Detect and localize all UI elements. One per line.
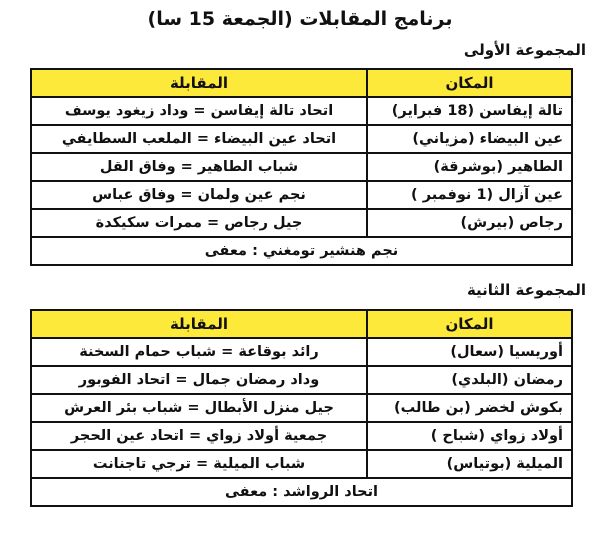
exempt-cell: نجم هنشير تومغني : معفى — [31, 237, 572, 265]
table-row — [31, 422, 572, 450]
venue-cell: رمضان (البلدي) — [367, 366, 572, 394]
match-cell: جيل رجاص = ممرات سكيكدة — [31, 209, 367, 237]
venue-cell: عين البيضاء (مزياني) — [367, 125, 572, 153]
venue-column-header: المكان — [367, 69, 572, 97]
venue-cell: الميلية (بوتياس) — [367, 450, 572, 478]
page-title: برنامج المقابلات (الجمعة 15 سا) — [147, 8, 453, 30]
match-cell: جمعية أولاد زواي = اتحاد عين الحجر — [31, 422, 367, 450]
match-cell: نجم عين ولمان = وفاق عباس — [31, 181, 367, 209]
table-header-row — [31, 69, 572, 97]
table-row — [31, 338, 572, 366]
venue-cell: بكوش لخضر (بن طالب) — [367, 394, 572, 422]
match-cell: شباب الطاهير = وفاق القل — [31, 153, 367, 181]
table-header-row — [31, 310, 572, 338]
match-cell: اتحاد تالة إيفاسن = وداد زيغود يوسف — [31, 97, 367, 125]
table-row — [31, 450, 572, 478]
venue-cell: أولاد زواي (شباح ) — [367, 422, 572, 450]
exempt-row — [31, 237, 572, 265]
group-1-table — [30, 68, 573, 266]
group-2-table — [30, 309, 573, 507]
match-cell: اتحاد عين البيضاء = الملعب السطايفي — [31, 125, 367, 153]
venue-cell: عين آزال (1 نوفمبر ) — [367, 181, 572, 209]
venue-cell: أوريسيا (سعال) — [367, 338, 572, 366]
match-cell: رائد بوقاعة = شباب حمام السخنة — [31, 338, 367, 366]
table-row — [31, 153, 572, 181]
group-1-label: المجموعة الأولى — [463, 41, 586, 59]
match-column-header: المقابلة — [31, 69, 367, 97]
venue-cell: تالة إيفاسن (18 فبراير) — [367, 97, 572, 125]
exempt-row — [31, 478, 572, 506]
table-row — [31, 97, 572, 125]
table-row — [31, 394, 572, 422]
exempt-cell: اتحاد الرواشد : معفى — [31, 478, 572, 506]
match-column-header: المقابلة — [31, 310, 367, 338]
match-cell: شباب الميلية = ترجي تاجنانت — [31, 450, 367, 478]
table-row — [31, 181, 572, 209]
venue-column-header: المكان — [367, 310, 572, 338]
venue-cell: الطاهير (بوشرقة) — [367, 153, 572, 181]
table-row — [31, 366, 572, 394]
match-cell: جيل منزل الأبطال = شباب بئر العرش — [31, 394, 367, 422]
table-row — [31, 209, 572, 237]
match-cell: وداد رمضان جمال = اتحاد الفوبور — [31, 366, 367, 394]
group-2-label: المجموعة الثانية — [466, 281, 586, 299]
venue-cell: رجاص (بيرش) — [367, 209, 572, 237]
table-row — [31, 125, 572, 153]
